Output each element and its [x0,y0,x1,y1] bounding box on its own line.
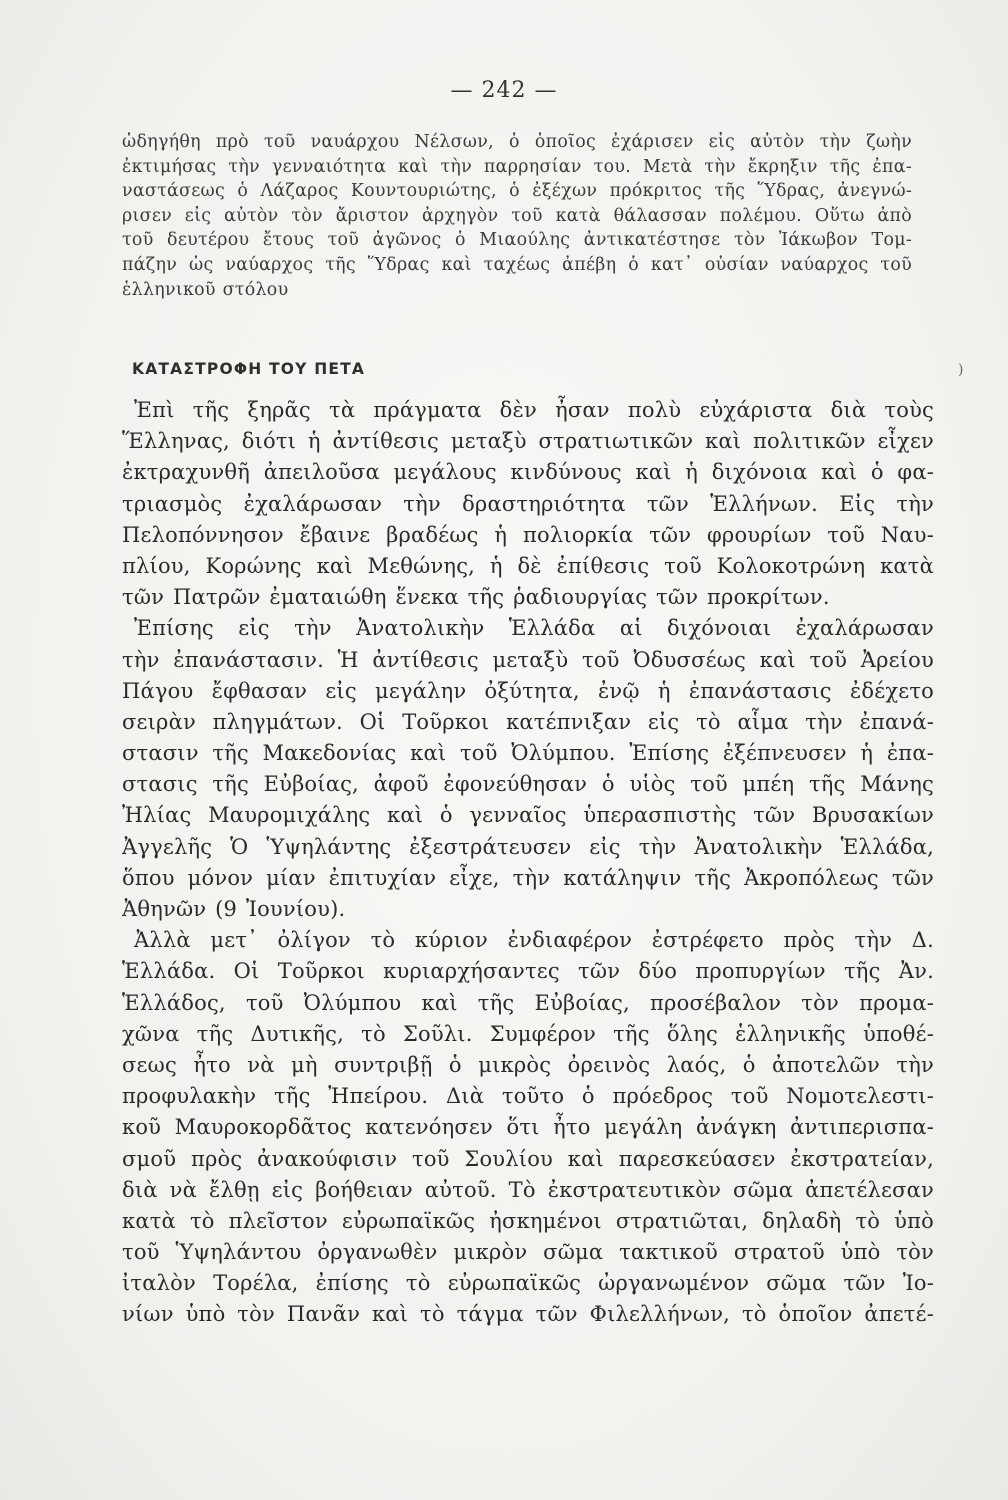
text-line: Ἀθηνῶν (9 Ἰουνίου). [122,897,346,921]
text-line: Ἑλλάδα. Οἱ Τοῦρκοι κυριαρχήσαντες τῶν δύο προπυργίων τῆς Ἀν. [122,959,934,984]
text-line: Πελοπόννησον ἔβαινε βραδέως ἡ πολιορκία τῶν φρουρίων τοῦ Ναυ- [122,522,934,547]
text-line: κατὰ τὸ πλεῖστον εὐρωπαϊκῶς ἠσκημένοι στρατιῶται, δηλαδὴ τὸ ὑπὸ [122,1208,934,1233]
text-line: σμοῦ πρὸς ἀνακούφισιν τοῦ Σουλίου καὶ παρεσκεύασεν ἐκστρατείαν, [122,1146,934,1171]
text-line: διὰ νὰ ἔλθῃ εἰς βοήθειαν αὐτοῦ. Τὸ ἐκστρατευτικὸν σῶμα ἀπετέλεσαν [122,1177,934,1202]
text-line: τὴν ἐπανάστασιν. Ἡ ἀντίθεσις μεταξὺ τοῦ Ὀδυσσέως καὶ τοῦ Ἀρείου [122,647,934,672]
text-line: Ἕλληνας, διότι ἡ ἀντίθεσις μεταξὺ στρατιωτικῶν καὶ πολιτικῶν εἶχεν [122,429,934,454]
text-line: ὡδηγήθη πρὸ τοῦ ναυάρχου Νέλσων, ὁ ὁποῖος ἐχάρισεν εἰς αὐτὸν τὴν ζωὴν [122,132,912,152]
text-line: κοῦ Μαυροκορδᾶτος κατενόησεν ὅτι ἦτο μεγάλη ἀνάγκη ἀντιπερισπα- [122,1115,934,1140]
text-line: Πάγου ἔφθασαν εἰς μεγάλην ὀξύτητα, ἐνῷ ἡ ἐπανάστασις ἐδέχετο [122,678,934,703]
text-line: ἐκτιμήσας τὴν γενναιότητα καὶ τὴν παρρησίαν του. Μετὰ τὴν ἔκρηξιν τῆς ἐπα- [122,156,912,177]
text-line: τοῦ δευτέρου ἔτους τοῦ ἀγῶνος ὁ Μιαούλης ἀντικατέστησε τὸν Ἰάκωβον Τομ- [122,230,912,251]
text-line: Ἀλλὰ μετ᾽ ὀλίγον τὸ κύριον ἐνδιαφέρον ἐστρέφετο πρὸς τὴν Δ. [134,928,934,953]
text-line: σειρὰν πληγμάτων. Οἱ Τοῦρκοι κατέπνιξαν εἰς τὸ αἷμα τὴν ἐπανά- [122,709,934,734]
text-line: τοῦ Ὑψηλάντου ὀργανωθὲν μικρὸν σῶμα τακτικοῦ στρατοῦ ὑπὸ τὸν [122,1240,934,1265]
section-heading: ΚΑΤΑΣΤΡΟΦΗ ΤΟΥ ΠΕΤΑ [132,360,366,378]
text-line: Ἐπίσης εἰς τὴν Ἀνατολικὴν Ἑλλάδα αἱ διχόνοιαι ἐχαλάρωσαν [134,616,934,641]
text-line: τριασμὸς ἐχαλάρωσαν τὴν δραστηριότητα τῶν Ἑλλήνων. Εἰς τὴν [122,491,934,516]
text-line: σεως ἦτο νὰ μὴ συντριβῇ ὁ μικρὸς ὀρεινὸς λαός, ὁ ἀποτελῶν τὴν [122,1052,934,1077]
text-line: ναστάσεως ὁ Λάζαρος Κουντουριώτης, ὁ ἐξέχων πρόκριτος τῆς Ὕδρας, ἀνεγνώ- [122,181,912,202]
text-line: ἰταλὸν Τορέλα, ἐπίσης τὸ εὐρωπαϊκῶς ὠργανωμένον σῶμα τῶν Ἰο- [122,1271,934,1296]
text-line: προφυλακὴν τῆς Ἠπείρου. Διὰ τοῦτο ὁ πρόεδρος τοῦ Νομοτελεστι- [122,1084,934,1109]
margin-mark: ) [958,362,964,378]
text-line: χῶνα τῆς Δυτικῆς, τὸ Σοῦλι. Συμφέρον τῆς ὅλης ἑλληνικῆς ὑποθέ- [122,1021,934,1046]
page-number: — 242 — [450,78,558,103]
text-line: ρισεν εἰς αὐτὸν τὸν ἄριστον ἀρχηγὸν τοῦ κατὰ θάλασσαν πολέμου. Οὕτω ἀπὸ [122,205,912,226]
text-line: ἑλληνικοῦ στόλου [122,279,289,300]
text-line: στασις τῆς Εὐβοίας, ἀφοῦ ἐφονεύθησαν ὁ υἱὸς τοῦ μπέη τῆς Μάνης [122,772,934,797]
body-paragraphs [122,395,934,1331]
text-line: ὅπου μόνον μίαν ἐπιτυχίαν εἶχε, τὴν κατάληψιν τῆς Ἀκροπόλεως τῶν [122,865,934,890]
text-line: πλίου, Κορώνης καὶ Μεθώνης, ἡ δὲ ἐπίθεσις τοῦ Κολοκοτρώνη κατὰ [122,553,934,578]
text-line: πάζην ὡς ναύαρχος τῆς Ὕδρας καὶ ταχέως ἀπέβη ὁ κατ᾽ οὐσίαν ναύαρχος τοῦ [122,254,912,275]
text-line: νίων ὑπὸ τὸν Πανᾶν καὶ τὸ τάγμα τῶν Φιλελλήνων, τὸ ὁποῖον ἀπετέ- [122,1302,934,1327]
intro-paragraph [122,130,912,302]
text-line: στασιν τῆς Μακεδονίας καὶ τοῦ Ὀλύμπου. Ἐπίσης ἐξέπνευσεν ἡ ἐπα- [122,741,934,766]
text-line: Ἀγγελῆς Ὁ Ὑψηλάντης ἐξεστράτευσεν εἰς τὴν Ἀνατολικὴν Ἑλλάδα, [122,834,934,859]
text-line: Ἐπὶ τῆς ξηρᾶς τὰ πράγματα δὲν ἦσαν πολὺ εὐχάριστα διὰ τοὺς [134,398,934,422]
text-line: τῶν Πατρῶν ἐματαιώθη ἕνεκα τῆς ῥαδιουργίας τῶν προκρίτων. [122,585,830,610]
text-line: Ἠλίας Μαυρομιχάλης καὶ ὁ γενναῖος ὑπερασπιστὴς τῶν Βρυσακίων [122,803,934,828]
text-line: ἐκτραχυνθῆ ἀπειλοῦσα μεγάλους κινδύνους καὶ ἡ διχόνοια καὶ ὁ φα- [122,460,934,485]
text-line: Ἑλλάδος, τοῦ Ὀλύμπου καὶ τῆς Εὐβοίας, προσέβαλον τὸν προμα- [122,990,934,1015]
